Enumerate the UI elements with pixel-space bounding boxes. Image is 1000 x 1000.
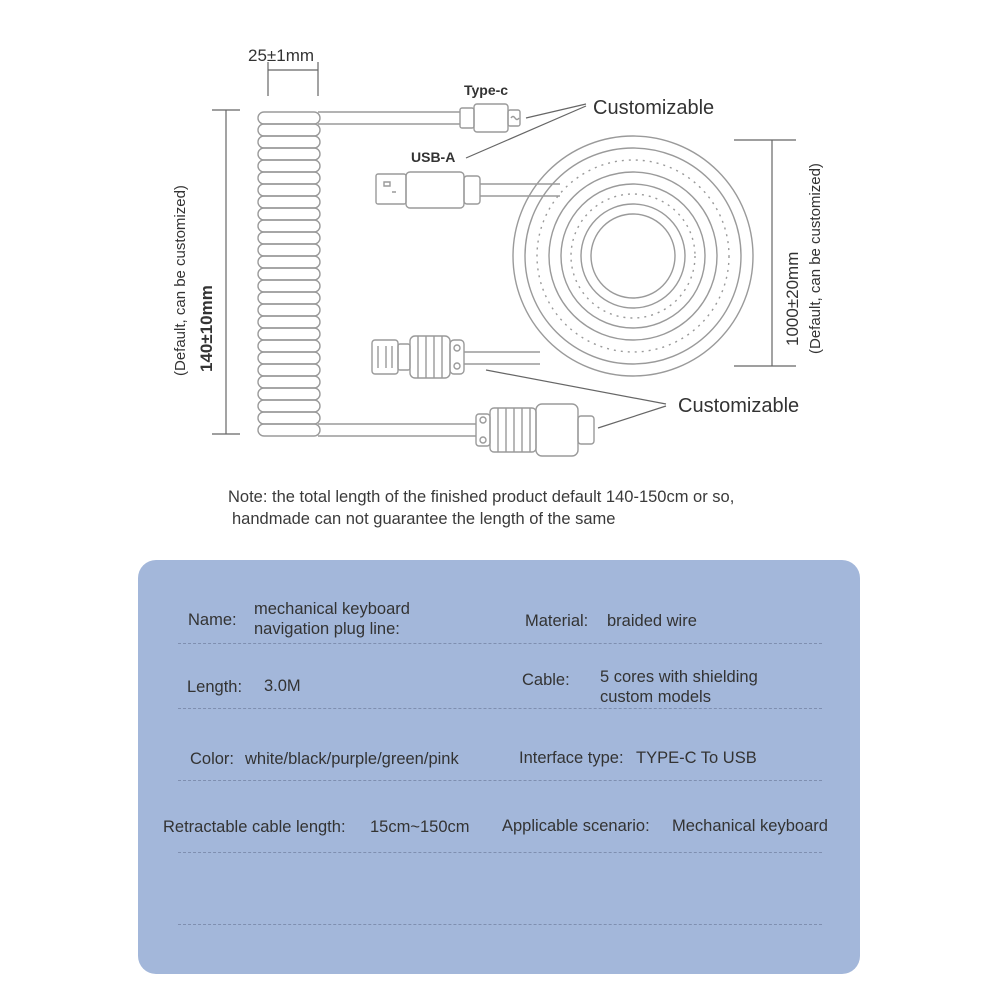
retractable-label: Retractable cable length: <box>163 818 346 836</box>
coil-loop <box>258 208 320 220</box>
aviator-connector-middle <box>372 336 540 378</box>
coil-loop <box>258 364 320 376</box>
coil-loop <box>258 280 320 292</box>
coiled-cable <box>258 112 320 436</box>
coil-loop <box>258 172 320 184</box>
coil-loop <box>258 268 320 280</box>
coil-loop <box>258 352 320 364</box>
divider-4 <box>178 852 822 853</box>
coil-length-label: 140±10mm <box>197 285 216 372</box>
divider-1 <box>178 643 822 644</box>
cable-diagram <box>0 0 1000 480</box>
cable-default-note: (Default, can be customized) <box>807 163 824 354</box>
spec-panel <box>138 560 860 974</box>
scenario-value: Mechanical keyboard <box>672 817 828 835</box>
coil-loop <box>258 184 320 196</box>
coil-loop <box>258 340 320 352</box>
cable-length-label: 1000±20mm <box>783 251 802 346</box>
customizable-label-bottom: Customizable <box>678 395 800 417</box>
coil-loop <box>258 328 320 340</box>
divider-3 <box>178 780 822 781</box>
aviator-connector-bottom <box>476 404 594 456</box>
coil-loop <box>258 136 320 148</box>
top-cable <box>318 112 460 124</box>
name-label: Name: <box>188 611 237 629</box>
coil-loop <box>258 232 320 244</box>
interface-label: Interface type: <box>519 749 624 767</box>
cable-value-line-2: custom models <box>600 688 711 706</box>
material-label: Material: <box>525 612 589 630</box>
coil-loop <box>258 400 320 412</box>
coil-loop <box>258 256 320 268</box>
cable-label: Cable: <box>522 671 570 689</box>
note-text <box>228 486 828 530</box>
coil-loop <box>258 316 320 328</box>
type-c-connector <box>460 104 520 132</box>
name-value-line-1: mechanical keyboard <box>254 600 410 618</box>
usb-a-label: USB-A <box>411 149 456 165</box>
name-value-line-2: navigation plug line: <box>254 620 400 638</box>
divider-2 <box>178 708 822 709</box>
coil-loop <box>258 160 320 172</box>
cable-value-line-1: 5 cores with shielding <box>600 668 758 686</box>
retractable-value: 15cm~150cm <box>370 818 470 836</box>
divider-5 <box>178 924 822 925</box>
interface-value: TYPE-C To USB <box>636 749 757 767</box>
type-c-label: Type-c <box>464 82 509 98</box>
bottom-cable <box>318 424 476 436</box>
coil-default-note: (Default, can be customized) <box>172 185 189 376</box>
coil-loop <box>258 376 320 388</box>
note-line-2: handmade can not guarantee the length of the same <box>232 510 616 528</box>
coil-loop <box>258 244 320 256</box>
coil-loop <box>258 424 320 436</box>
color-label: Color: <box>190 750 235 768</box>
coil-loop <box>258 388 320 400</box>
color-value: white/black/purple/green/pink <box>245 750 459 768</box>
coil-loop <box>258 220 320 232</box>
coil-loop <box>258 148 320 160</box>
length-label: Length: <box>187 678 243 696</box>
cable-loop <box>513 136 753 376</box>
coil-loop <box>258 412 320 424</box>
scenario-label: Applicable scenario: <box>502 817 650 835</box>
length-value: 3.0M <box>264 677 301 695</box>
coil-loop <box>258 196 320 208</box>
material-value: braided wire <box>607 612 697 630</box>
coil-loop <box>258 112 320 124</box>
note-line-1: Note: the total length of the finished product default 140-150cm or so, <box>228 488 735 506</box>
customizable-label-top: Customizable <box>593 97 715 119</box>
coil-loop <box>258 292 320 304</box>
width-dimension-label: 25±1mm <box>248 46 315 65</box>
coil-loop <box>258 124 320 136</box>
coil-loop <box>258 304 320 316</box>
